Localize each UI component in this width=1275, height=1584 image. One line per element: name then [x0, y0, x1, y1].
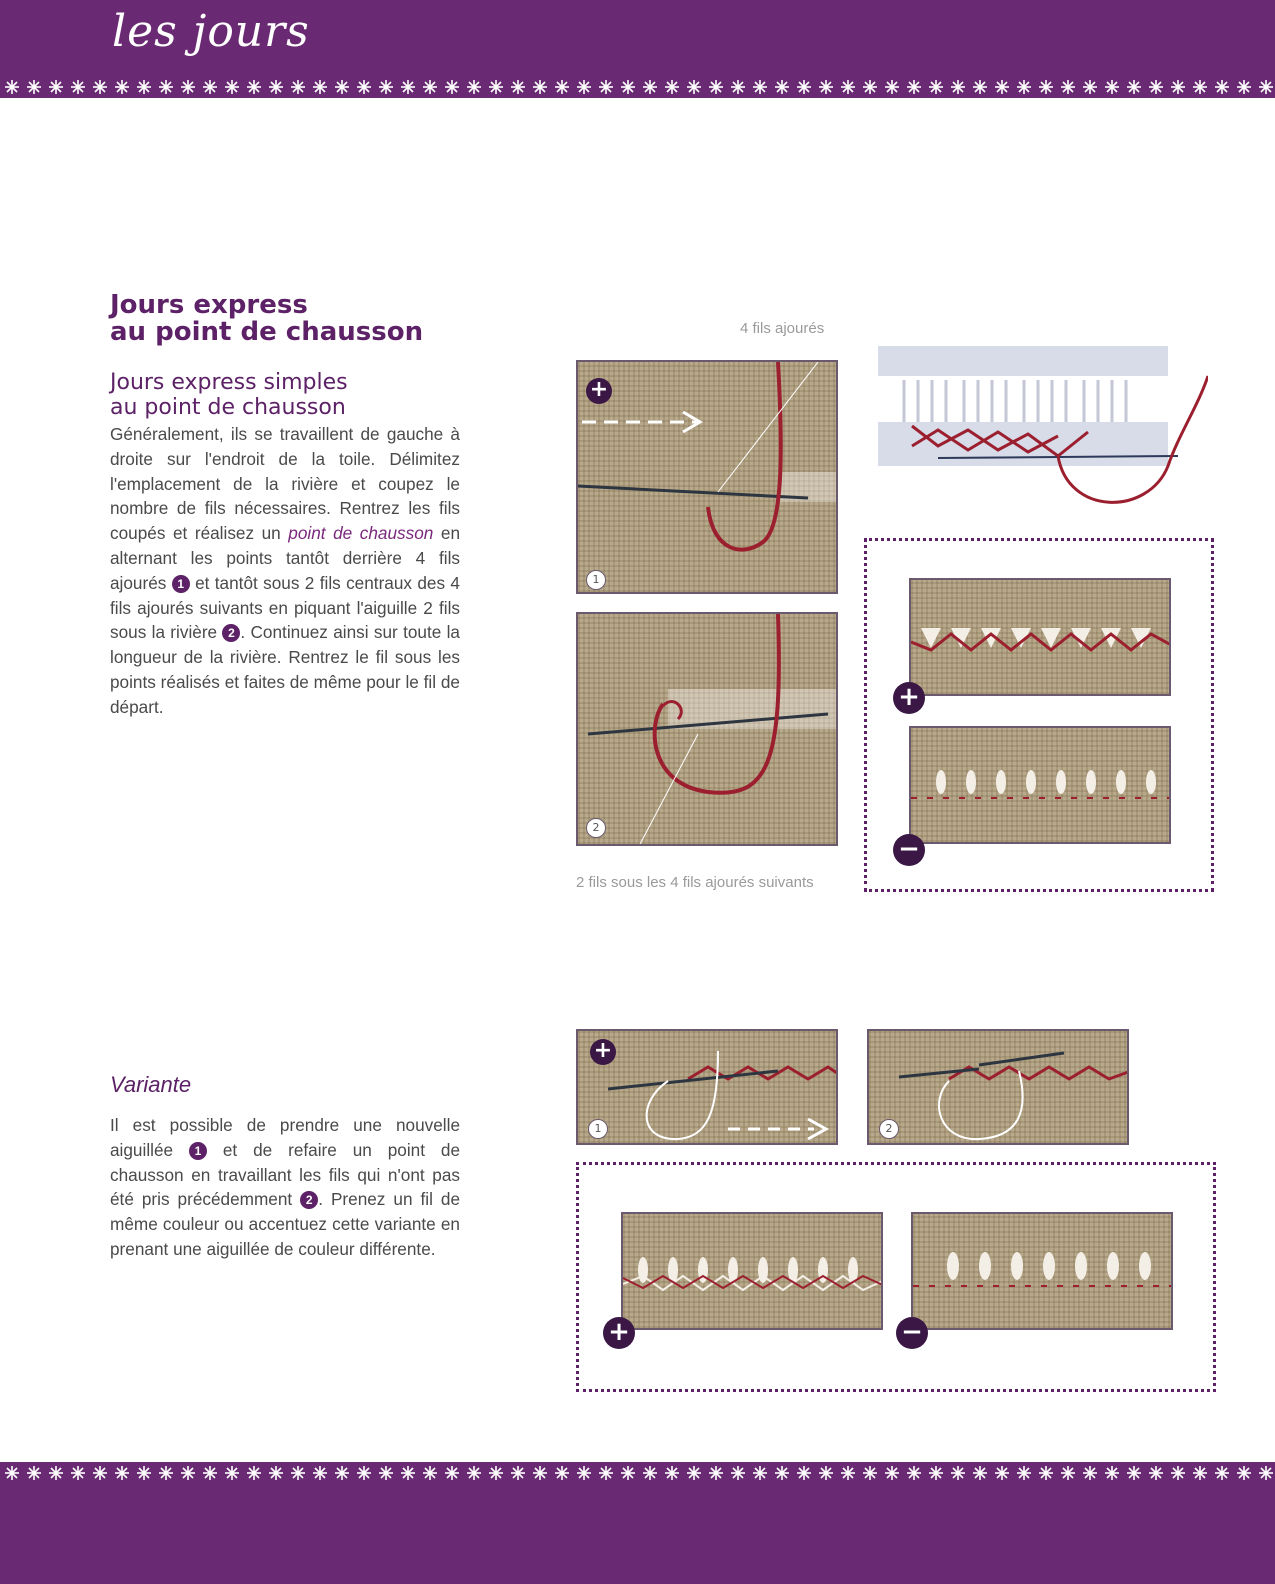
star-ornament	[49, 1466, 63, 1480]
star-ornament	[775, 1466, 789, 1480]
star-ornament	[181, 80, 195, 94]
star-ornament	[951, 1466, 965, 1480]
section-title: les jours	[112, 6, 310, 57]
star-ornament	[951, 80, 965, 94]
star-ornament	[1259, 80, 1273, 94]
star-ornament	[1215, 80, 1229, 94]
instructions-text-2: en alternant les points tantôt derrière 4 fils ajourés	[110, 523, 461, 593]
main-heading	[110, 292, 450, 346]
plus-icon: +	[893, 682, 925, 714]
star-ornament	[313, 80, 327, 94]
good-result-photo	[909, 578, 1171, 696]
star-ornament	[753, 80, 767, 94]
variant-text-3: . Prenez un fil de même couleur ou accentuez cette variante en prenant une aiguillée de couleur différente.	[110, 1189, 460, 1259]
star-ornament	[357, 1466, 371, 1480]
star-ornament	[357, 80, 371, 94]
star-ornament	[907, 1466, 921, 1480]
step-1-photo	[576, 360, 838, 594]
star-ornament	[291, 80, 305, 94]
star-ornament	[1193, 80, 1207, 94]
star-ornament	[863, 80, 877, 94]
star-ornament	[423, 1466, 437, 1480]
minus-icon: −	[896, 1317, 928, 1349]
star-ornament	[1149, 80, 1163, 94]
star-ornament	[621, 80, 635, 94]
star-ornament	[511, 80, 525, 94]
star-ornament	[159, 1466, 173, 1480]
star-ornament	[313, 1466, 327, 1480]
minus-icon: −	[893, 834, 925, 866]
star-ornament	[973, 1466, 987, 1480]
star-ornament	[797, 80, 811, 94]
star-ornament	[225, 80, 239, 94]
main-heading-text: Jours express au point de chausson	[110, 290, 424, 347]
star-ornament	[1083, 1466, 1097, 1480]
instructions-text-1: Généralement, ils se travaillent de gauche à droite sur l'endroit de la toile. Délimitez l'emplacement de la rivière et coupez le nombre de fils nécessaires. Rentrez les fils coupés et réalisez un	[110, 424, 460, 544]
star-ornament	[577, 1466, 591, 1480]
star-ornament	[1061, 80, 1075, 94]
star-ornament	[225, 1466, 239, 1480]
star-ornament	[423, 80, 437, 94]
star-ornament	[1149, 1466, 1163, 1480]
caption-two-threads: 2 fils sous les 4 fils ajourés suivants	[576, 874, 814, 891]
star-ornament	[687, 1466, 701, 1480]
star-ornament	[841, 1466, 855, 1480]
star-ornament	[71, 80, 85, 94]
star-ornament	[1039, 1466, 1053, 1480]
star-ornament	[819, 1466, 833, 1480]
variant-step-2-badge: 2	[879, 1119, 899, 1139]
variant-step-2-photo	[867, 1029, 1129, 1145]
star-ornament	[687, 80, 701, 94]
star-ornament	[5, 80, 19, 94]
star-ornament	[885, 1466, 899, 1480]
plus-icon: +	[590, 1039, 616, 1065]
star-ornament	[731, 1466, 745, 1480]
star-ornament	[1193, 1466, 1207, 1480]
star-ornament	[379, 80, 393, 94]
star-ornament	[797, 1466, 811, 1480]
step-1-marker: 1	[172, 575, 190, 593]
star-ornament	[841, 80, 855, 94]
star-ornament	[533, 80, 547, 94]
star-ornament	[137, 80, 151, 94]
star-ornament	[1171, 80, 1185, 94]
star-ornament	[93, 80, 107, 94]
star-ornament	[995, 80, 1009, 94]
star-ornament	[1083, 80, 1097, 94]
star-ornament	[401, 1466, 415, 1480]
stitch-name: point de chausson	[288, 523, 434, 544]
star-ornament	[555, 80, 569, 94]
star-ornament	[973, 80, 987, 94]
star-ornament	[775, 80, 789, 94]
star-ornament	[27, 80, 41, 94]
star-ornament	[489, 1466, 503, 1480]
star-ornament	[907, 80, 921, 94]
star-ornament	[1127, 1466, 1141, 1480]
stitch-diagram	[878, 346, 1208, 522]
star-ornament	[643, 1466, 657, 1480]
star-ornament	[599, 80, 613, 94]
star-ornament	[203, 1466, 217, 1480]
star-ornament	[665, 1466, 679, 1480]
star-ornament	[71, 1466, 85, 1480]
step-1-badge: 1	[586, 570, 606, 590]
star-ornament	[203, 80, 217, 94]
star-ornament	[335, 80, 349, 94]
star-ornament	[291, 1466, 305, 1480]
footer-band	[0, 1484, 1275, 1584]
star-ornament	[269, 80, 283, 94]
star-ornament	[1215, 1466, 1229, 1480]
instructions-text-3: et tantôt sous 2 fils centraux des 4 fils ajourés suivants en piquant l'aiguille 2 fils sous la rivière	[110, 572, 460, 643]
star-ornament	[93, 1466, 107, 1480]
variant-step-1-photo	[576, 1029, 838, 1145]
star-ornament	[1127, 80, 1141, 94]
instructions-text-4: . Continuez ainsi sur toute la longueur de la rivière. Rentrez le fil sous les points réalisés et faites de même pour le fil de départ.	[110, 622, 460, 717]
variant-step-1-marker: 1	[189, 1142, 207, 1160]
star-ornament	[115, 1466, 129, 1480]
variant-heading: Variante	[110, 1072, 192, 1097]
star-ornament	[753, 1466, 767, 1480]
star-ornament	[137, 1466, 151, 1480]
star-ornament	[467, 1466, 481, 1480]
star-ornament	[445, 80, 459, 94]
star-ornament	[511, 1466, 525, 1480]
star-ornament	[863, 1466, 877, 1480]
star-ornament	[665, 80, 679, 94]
star-ornament	[709, 80, 723, 94]
star-ornament	[1171, 1466, 1185, 1480]
variant-good-result-photo	[621, 1212, 883, 1330]
star-ornament	[621, 1466, 635, 1480]
star-ornament	[467, 80, 481, 94]
star-ornament	[379, 1466, 393, 1480]
star-ornament	[335, 1466, 349, 1480]
star-ornament	[599, 1466, 613, 1480]
star-ornament	[115, 80, 129, 94]
star-ornament	[159, 80, 173, 94]
step-2-marker: 2	[222, 624, 240, 642]
star-ornament	[555, 1466, 569, 1480]
variant-text-2: et de refaire un point de chausson en travaillant les fils qui n'ont pas été pris précédemment	[110, 1139, 461, 1210]
plus-icon: +	[603, 1317, 635, 1349]
step-2-photo	[576, 612, 838, 846]
star-ornament	[49, 80, 63, 94]
star-ornament	[1039, 80, 1053, 94]
star-ornament	[5, 1466, 19, 1480]
caption-four-threads: 4 fils ajourés	[740, 320, 825, 337]
star-ornament	[731, 80, 745, 94]
plus-icon: +	[586, 378, 612, 404]
sub-heading	[110, 370, 450, 420]
star-ornament	[445, 1466, 459, 1480]
star-ornament	[1017, 80, 1031, 94]
step-2-badge: 2	[586, 818, 606, 838]
star-ornament	[1259, 1466, 1273, 1480]
footer-star-border	[0, 1462, 1275, 1484]
variant-step-1-badge: 1	[588, 1119, 608, 1139]
header-star-border	[0, 76, 1275, 98]
star-ornament	[929, 80, 943, 94]
variant-bad-result-photo	[911, 1212, 1173, 1330]
star-ornament	[1237, 1466, 1251, 1480]
star-ornament	[929, 1466, 943, 1480]
star-ornament	[1061, 1466, 1075, 1480]
star-ornament	[489, 80, 503, 94]
variant-step-2-marker: 2	[300, 1191, 318, 1209]
star-ornament	[1105, 1466, 1119, 1480]
sub-heading-text: Jours express simples au point de chausson	[110, 370, 348, 420]
star-ornament	[577, 80, 591, 94]
star-ornament	[643, 80, 657, 94]
star-ornament	[401, 80, 415, 94]
variant-paragraph	[110, 1113, 460, 1262]
variant-text-1: Il est possible de prendre une nouvelle aiguillée	[110, 1115, 460, 1160]
star-ornament	[709, 1466, 723, 1480]
instructions-paragraph	[110, 422, 460, 720]
star-ornament	[533, 1466, 547, 1480]
star-ornament	[819, 80, 833, 94]
bad-result-photo	[909, 726, 1171, 844]
star-ornament	[885, 80, 899, 94]
star-ornament	[995, 1466, 1009, 1480]
star-ornament	[247, 1466, 261, 1480]
star-ornament	[1105, 80, 1119, 94]
star-ornament	[27, 1466, 41, 1480]
star-ornament	[247, 80, 261, 94]
star-ornament	[181, 1466, 195, 1480]
star-ornament	[1017, 1466, 1031, 1480]
star-ornament	[1237, 80, 1251, 94]
star-ornament	[269, 1466, 283, 1480]
